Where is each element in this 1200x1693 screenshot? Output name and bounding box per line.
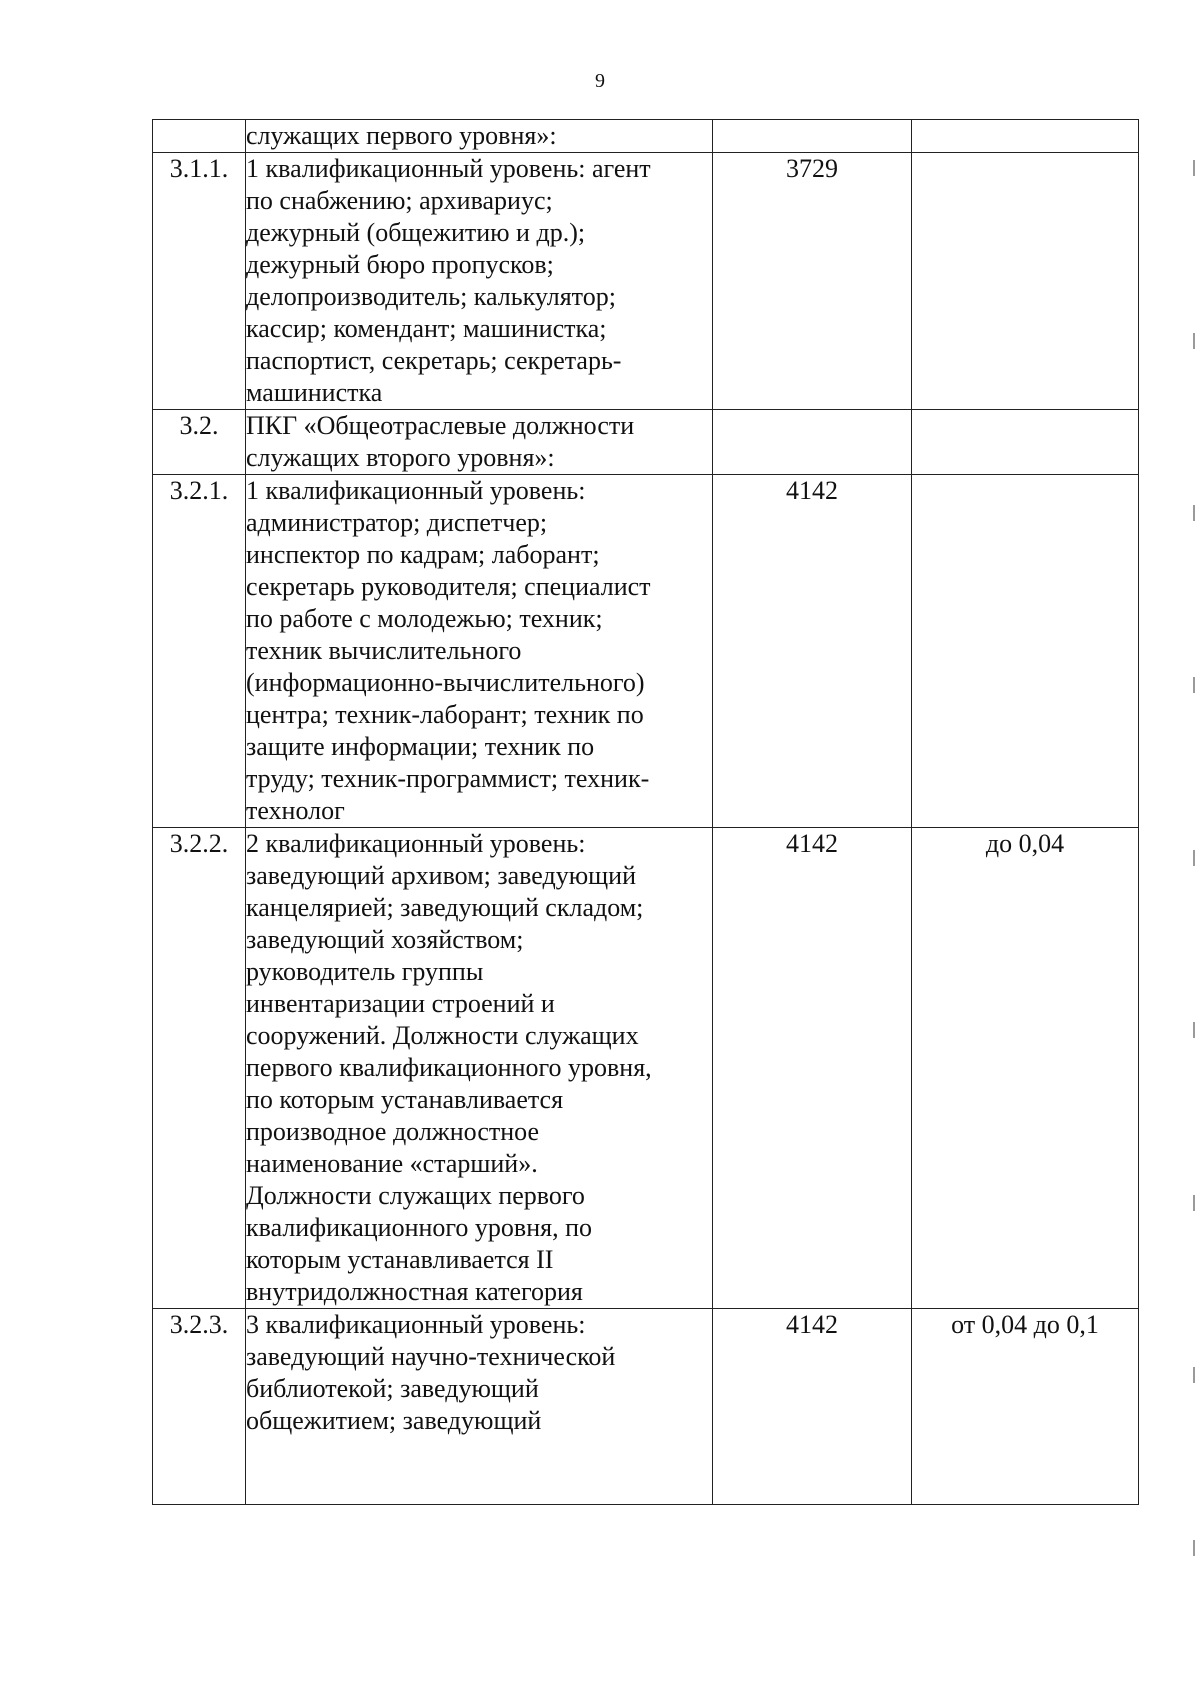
- position-text: 1 квалификационный уровень: администратор; диспетчер; инспектор по кадрам; лаборант; секретарь руководителя; специалист по работе с молодежью; техник; техник вычислительного (информационно-вычислительного) центра; техник-лаборант; техник по защите информации; техник по труду; техник-программист; техник- технолог: [246, 476, 651, 825]
- salary-value: 3729: [713, 153, 912, 410]
- row-number: 3.1.1.: [153, 153, 246, 410]
- position-description: [246, 410, 713, 475]
- table-row: [153, 1309, 1139, 1505]
- position-text: 3 квалификационный уровень: заведующий научно-технической библиотекой; заведующий общежитием; заведующий: [246, 1310, 616, 1435]
- table-row: [153, 828, 1139, 1309]
- salary-value: 4142: [713, 828, 912, 1309]
- position-description: [246, 1309, 713, 1505]
- salary-value: 4142: [713, 475, 912, 828]
- row-number: 3.2.2.: [153, 828, 246, 1309]
- row-number: 3.2.1.: [153, 475, 246, 828]
- scan-edge-mark: [1193, 677, 1195, 693]
- coefficient-value: от 0,04 до 0,1: [912, 1309, 1139, 1505]
- position-text: 2 квалификационный уровень: заведующий архивом; заведующий канцелярией; заведующий складом; заведующий хозяйством; руководитель группы инвентаризации строений и сооружений. Должности служащих первого квалификационного уровня, по которым устанавливается производное должностное наименование «старший». Должности служащих первого квалификационного уровня, по которым устанавливается II внутридолжностная категория: [246, 829, 652, 1306]
- row-number: 3.2.: [153, 410, 246, 475]
- salary-value: [713, 120, 912, 153]
- salary-value: 4142: [713, 1309, 912, 1505]
- position-text: служащих первого уровня»:: [246, 121, 557, 150]
- coefficient-value: [912, 120, 1139, 153]
- position-description: [246, 153, 713, 410]
- position-text: 1 квалификационный уровень: агент по снабжению; архивариус; дежурный (общежитию и др.); дежурный бюро пропусков; делопроизводитель; калькулятор; кассир; комендант; машинистка; паспортист, секретарь; секретарь- машинистка: [246, 154, 651, 407]
- scan-edge-mark: [1193, 1367, 1195, 1383]
- table-row: [153, 475, 1139, 828]
- position-description: [246, 828, 713, 1309]
- row-number: 3.2.3.: [153, 1309, 246, 1505]
- page-number: 9: [595, 70, 605, 92]
- positions-table: [152, 119, 1139, 1505]
- salary-value: [713, 410, 912, 475]
- table-row: [153, 153, 1139, 410]
- row-number: [153, 120, 246, 153]
- scan-edge-mark: [1193, 1022, 1195, 1038]
- position-text: ПКГ «Общеотраслевые должности служащих второго уровня»:: [246, 411, 635, 472]
- scan-edge-mark: [1193, 333, 1195, 349]
- coefficient-value: [912, 410, 1139, 475]
- position-description: [246, 120, 713, 153]
- table-row: [153, 410, 1139, 475]
- position-description: [246, 475, 713, 828]
- coefficient-value: [912, 153, 1139, 410]
- scan-edge-mark: [1193, 505, 1195, 521]
- coefficient-value: [912, 475, 1139, 828]
- scan-edge-mark: [1193, 850, 1195, 866]
- scan-edge-mark: [1193, 1540, 1195, 1556]
- coefficient-value: до 0,04: [912, 828, 1139, 1309]
- scan-edge-mark: [1193, 160, 1195, 176]
- scan-edge-mark: [1193, 1195, 1195, 1211]
- table-row: [153, 120, 1139, 153]
